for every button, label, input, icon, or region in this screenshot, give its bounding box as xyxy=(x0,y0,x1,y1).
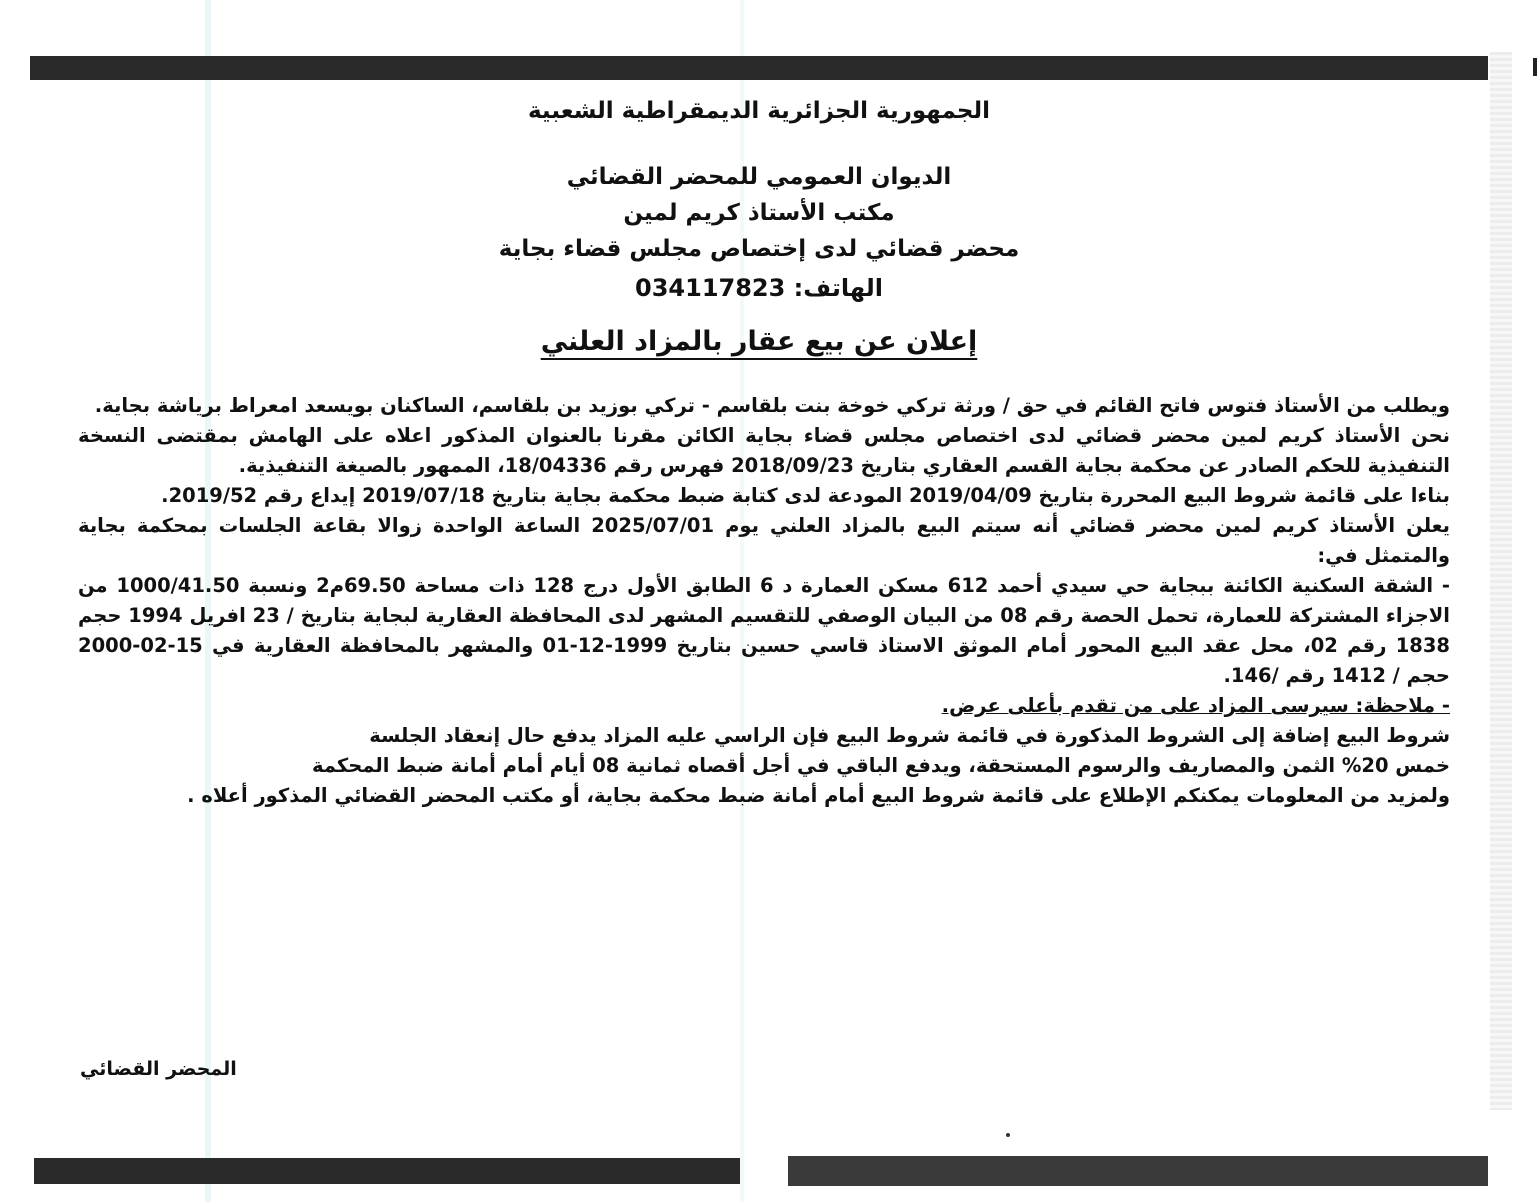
paragraph-info: ولمزيد من المعلومات يمكنكم الإطلاع على قائمة شروط البيع أمام أمانة ضبط محكمة بجاية، أو مكتب المحضر القضائي المذكور أعلاه . xyxy=(187,784,1450,807)
paragraph-bailiff: نحن الأستاذ كريم لمين محضر قضائي لدى اختصاص مجلس قضاء بجاية الكائن مقرنا بالعنوان المذكور اعلاه على الهامش بمقتضى النسخة التنفيذية للحكم الصادر عن محكمة بجاية القسم العقاري بتاريخ 2018/09/23 فهرس رقم 18/04336، الممهور بالصيغة التنفيذية. xyxy=(78,424,1450,477)
phone-line xyxy=(30,274,1488,302)
phone-number: 034117823 xyxy=(635,274,786,302)
ink-dot xyxy=(1006,1133,1010,1137)
bottom-right-black-bar xyxy=(788,1156,1488,1186)
top-black-bar xyxy=(30,56,1488,80)
office-line-3: محضر قضائي لدى إختصاص مجلس قضاء بجاية xyxy=(498,236,1020,262)
signature: المحضر القضائي xyxy=(80,1058,237,1080)
page-edge-shadow xyxy=(1490,52,1512,1110)
bottom-left-black-bar xyxy=(34,1158,740,1184)
edge-mark xyxy=(1533,58,1537,76)
announcement-body xyxy=(78,391,1450,811)
office-line-1: الديوان العمومي للمحضر القضائي xyxy=(566,164,952,190)
paragraph-note: - ملاحظة: سيرسى المزاد على من تقدم بأعلى عرض. xyxy=(941,694,1450,717)
phone-label: الهاتف: xyxy=(793,274,883,302)
announcement-title: إعلان عن بيع عقار بالمزاد العلني xyxy=(540,326,978,357)
paragraph-auction-date: يعلن الأستاذ كريم لمين محضر قضائي أنه سيتم البيع بالمزاد العلني يوم 2025/07/01 الساعة الواحدة زوالا بقاعة الجلسات بمحكمة بجاية والمتمثل في: xyxy=(78,514,1450,567)
paragraph-requester: ويطلب من الأستاذ فتوس فاتح القائم في حق / ورثة تركي خوخة بنت بلقاسم - تركي بوزيد بن بلقاسم، الساكنان بويسعد امعراط برياشة بجاية. xyxy=(94,394,1450,417)
paragraph-property: - الشقة السكنية الكائنة ببجاية حي سيدي أحمد 612 مسكن العمارة د 6 الطابق الأول درج 128 ذات مساحة 69.50م2 ونسبة 1000/41.50 من الاجزاء المشتركة للعمارة، تحمل الحصة رقم 08 من البيان الوصفي للتقسيم المشهر لدى المحافظة العقارية لبجاية بتاريخ / 23 افريل 1994 حجم 1838 رقم 02، محل عقد البيع المحور أمام الموثق الاستاذ قاسي حسين بتاريخ 1999-12-01 والمشهر بالمحافظة العقارية في 15-02-2000 حجم / 1412 رقم /146. xyxy=(78,574,1450,687)
paragraph-conditions-list: بناءا على قائمة شروط البيع المحررة بتاريخ 2019/04/09 المودعة لدى كتابة ضبط محكمة بجاية بتاريخ 2019/07/18 إيداع رقم 2019/52. xyxy=(161,484,1450,507)
office-line-2: مكتب الأستاذ كريم لمين xyxy=(623,200,895,226)
paragraph-terms-1: شروط البيع إضافة إلى الشروط المذكورة في قائمة شروط البيع فإن الراسي عليه المزاد يدفع حال إنعقاد الجلسة xyxy=(369,724,1450,747)
paragraph-terms-2: خمس 20% الثمن والمصاريف والرسوم المستحقة، ويدفع الباقي في أجل أقصاه ثمانية 08 أيام أمام أمانة ضبط المحكمة xyxy=(312,754,1450,777)
republic-heading: الجمهورية الجزائرية الديمقراطية الشعبية xyxy=(527,98,991,124)
